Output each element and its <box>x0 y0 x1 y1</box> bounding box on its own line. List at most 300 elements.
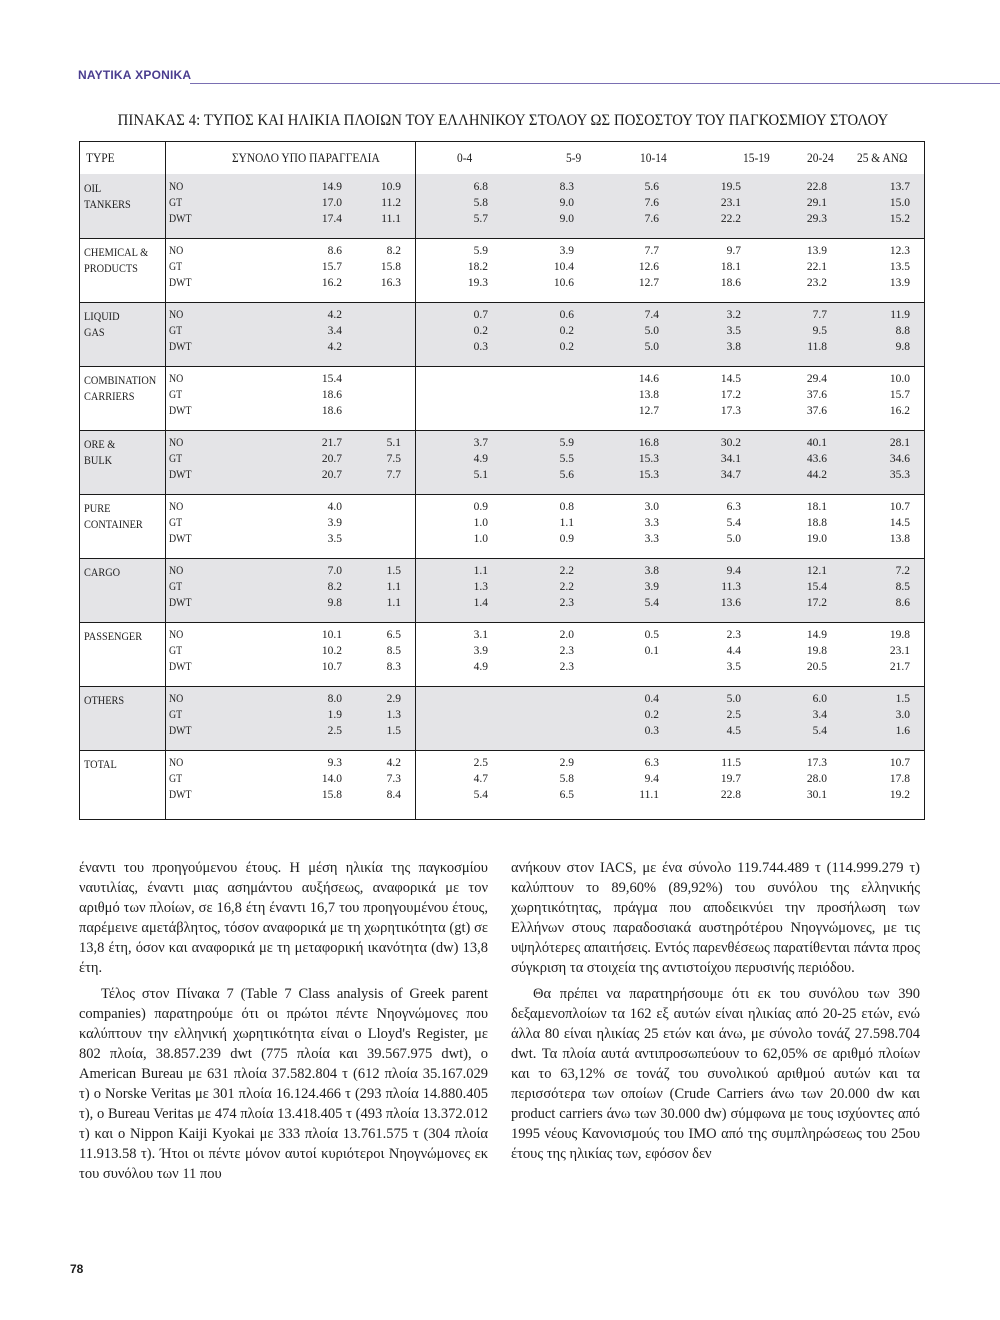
table-cell: 3.3 <box>644 517 659 529</box>
table-cell <box>615 659 659 675</box>
table-group <box>80 430 924 494</box>
table-cell: 8.0 <box>327 693 342 705</box>
table-cell: 3.9 <box>644 581 659 593</box>
table-cell: 1.1 <box>559 517 574 529</box>
value-column <box>783 371 827 419</box>
table-cell: 20.7 <box>321 469 342 481</box>
table-cell: 3.8 <box>644 565 659 577</box>
table-cell: 30.1 <box>806 789 827 801</box>
table-cell: 5.0 <box>644 341 659 353</box>
value-column <box>615 627 659 675</box>
table-cell: 34.1 <box>720 453 741 465</box>
paragraph: έναντι του προηγούμενου έτους. Η μέση ηλικία της παγκοσμίου ναυτιλίας, έναντι μιας ασημάντου αυξήσεως, αναφορικά με τον αριθμό των πλοίων, σε 16,8 έτη έναντι 16,7 του προηγουμένου έτους, παρέμεινε αμετάβλητος, τόσον αναφορικά με τη χωρητικότητα (gt) σε 13,8 έτη, όσον και αναφορικά με τη μεταφορική ικανότητα (dw) 13,8 έτη. <box>79 860 488 976</box>
group-separator <box>80 750 924 751</box>
table-cell: 7.7 <box>386 469 401 481</box>
table-cell: 2.3 <box>559 645 574 657</box>
table-cell: 3.9 <box>473 645 488 657</box>
metric-label: DWT <box>169 341 192 353</box>
metric-labels <box>169 755 192 803</box>
value-column <box>530 179 574 227</box>
table-cell: 21.7 <box>321 437 342 449</box>
value-column <box>783 691 827 739</box>
page-number: 78 <box>70 1262 84 1276</box>
table-cell: 8.3 <box>386 661 401 673</box>
table-cell: 8.6 <box>895 597 910 609</box>
table-cell: 1.6 <box>895 725 910 737</box>
table-cell: 3.5 <box>726 325 741 337</box>
metric-labels <box>169 307 192 355</box>
table-cell: 1.1 <box>386 597 401 609</box>
table-cell: 18.2 <box>467 261 488 273</box>
table-cell: 14.5 <box>720 373 741 385</box>
table-cell: 19.8 <box>806 645 827 657</box>
table-cell: 34.6 <box>889 453 910 465</box>
table-cell: 10.7 <box>321 661 342 673</box>
ship-type-label: OTHERS <box>84 693 125 707</box>
paragraph: ανήκουν στον IACS, με ένα σύνολο 119.744.489 τ (114.999.279 τ) καλύπτουν το 89,60% (89,92%) του συνόλου της ελληνικής χωρητικότητας, πράγμα που αποδεικνύει την προσήλωση των Ελλήνων στους παραδοσιακά αυστηρότέρου Νηογνώμονες, με τις υψηλότερες απαιτήσεις. Εντός παρενθέσεως παρατίθενται πάντα προς σύγκριση τα στοιχεία της αντιστοίχου περυσινής περιόδου. <box>511 860 920 976</box>
metric-label: NO <box>169 501 184 513</box>
table-cell: 5.4 <box>812 725 827 737</box>
table-cell: 6.5 <box>386 629 401 641</box>
value-column <box>783 499 827 547</box>
table-cell: 3.0 <box>644 501 659 513</box>
header-age-25-plus: 25 & ΑΝΩ <box>857 150 908 165</box>
table-cell: 22.8 <box>720 789 741 801</box>
table-cell: 15.8 <box>321 789 342 801</box>
table-cell: 0.5 <box>644 629 659 641</box>
table-cell: 0.3 <box>473 341 488 353</box>
value-column <box>697 243 741 291</box>
table-cell <box>357 387 401 403</box>
table-cell: 44.2 <box>806 469 827 481</box>
metric-label: GT <box>169 197 183 209</box>
table-cell: 15.4 <box>806 581 827 593</box>
table-cell <box>444 387 488 403</box>
table-cell: 14.9 <box>806 629 827 641</box>
table-cell <box>530 387 574 403</box>
table-cell: 15.3 <box>638 469 659 481</box>
table-cell: 15.7 <box>321 261 342 273</box>
table-cell: 6.3 <box>726 501 741 513</box>
table-cell: 5.8 <box>473 197 488 209</box>
table-cell: 23.2 <box>806 277 827 289</box>
table-cell: 17.4 <box>321 213 342 225</box>
table-group <box>80 366 924 430</box>
metric-label: NO <box>169 373 184 385</box>
table-cell: 4.5 <box>726 725 741 737</box>
table-cell: 17.2 <box>806 597 827 609</box>
paragraph: Θα πρέπει να παρατηρήσουμε ότι εκ του συνόλου των 390 δεξαμενοπλοίων τα 162 εξ αυτών είναι ηλικίας από 20-25 ετών, ενώ άλλα 80 είναι ηλικίας 25 ετών και άνω, με σύνολο τονάζ 27.598.704 dwt. Τα πλοία αυτά αντιπροσωπεύουν το 62,05% σε αριθμό πλοίων και το 63,12% σε τονάζ του συνολικού αριθμού αυτών και τα περισσότερα των οποίων (Crude Carriers άνω των 20.000 dw και product carriers άνω των 30.000 dw) σύμφωνα με τους ισχύοντες από 1995 νέους Κανονισμούς του ΙΜΟ από της συμπληρώσεως του 25ου έτους της ηλικίας των, εφόσον δεν <box>511 986 920 1162</box>
table-cell: 0.2 <box>559 341 574 353</box>
table-cell: 5.0 <box>644 325 659 337</box>
metric-labels <box>169 627 192 675</box>
table-header-row <box>80 142 924 175</box>
table-cell: 6.8 <box>473 181 488 193</box>
table-cell: 0.9 <box>473 501 488 513</box>
table-cell: 2.5 <box>473 757 488 769</box>
table-cell: 8.4 <box>386 789 401 801</box>
table-cell: 2.9 <box>559 757 574 769</box>
table-cell: 8.5 <box>386 645 401 657</box>
metric-labels <box>169 435 192 483</box>
table-cell: 12.7 <box>638 405 659 417</box>
table-cell: 14.9 <box>321 181 342 193</box>
order-divider <box>415 142 416 819</box>
table-cell: 1.0 <box>473 533 488 545</box>
table-cell: 3.5 <box>327 533 342 545</box>
table-cell: 0.7 <box>473 309 488 321</box>
value-column <box>697 499 741 547</box>
value-column <box>697 371 741 419</box>
table-cell: 13.5 <box>889 261 910 273</box>
table-cell: 13.7 <box>889 181 910 193</box>
table-cell <box>357 307 401 323</box>
table-cell: 5.8 <box>559 773 574 785</box>
table-cell: 4.2 <box>327 341 342 353</box>
table-cell: 0.8 <box>559 501 574 513</box>
value-column <box>357 435 401 483</box>
value-column <box>783 307 827 355</box>
table-cell: 14.0 <box>321 773 342 785</box>
value-column <box>530 755 574 803</box>
value-column <box>444 307 488 355</box>
table-cell: 4.0 <box>327 501 342 513</box>
table-cell: 3.3 <box>644 533 659 545</box>
value-column <box>866 755 910 803</box>
table-group <box>80 238 924 302</box>
table-cell <box>357 403 401 419</box>
header-rule <box>190 83 1000 84</box>
table-group <box>80 750 924 814</box>
table-cell: 13.6 <box>720 597 741 609</box>
group-separator <box>80 494 924 495</box>
table-cell: 7.6 <box>644 213 659 225</box>
table-cell: 30.2 <box>720 437 741 449</box>
value-column <box>615 499 659 547</box>
ship-type-label: CARGO <box>84 565 121 579</box>
table-cell: 15.7 <box>889 389 910 401</box>
value-column <box>444 243 488 291</box>
table-cell: 0.3 <box>644 725 659 737</box>
table-cell <box>444 723 488 739</box>
value-column <box>783 563 827 611</box>
table-cell: 16.8 <box>638 437 659 449</box>
table-cell: 35.3 <box>889 469 910 481</box>
value-column <box>298 499 342 547</box>
table-cell: 7.4 <box>644 309 659 321</box>
table-cell <box>530 403 574 419</box>
table-cell: 4.9 <box>473 453 488 465</box>
metric-labels <box>169 243 192 291</box>
value-column <box>357 371 401 419</box>
metric-label: NO <box>169 693 184 705</box>
table-cell: 14.6 <box>638 373 659 385</box>
table-cell: 28.1 <box>889 437 910 449</box>
table-cell <box>357 339 401 355</box>
table-cell: 28.0 <box>806 773 827 785</box>
table-cell: 5.4 <box>644 597 659 609</box>
table-cell: 1.5 <box>895 693 910 705</box>
body-column-right <box>511 858 920 1170</box>
table-cell: 8.3 <box>559 181 574 193</box>
table-cell: 20.5 <box>806 661 827 673</box>
table-cell: 17.8 <box>889 773 910 785</box>
table-cell: 1.0 <box>473 517 488 529</box>
table-cell: 1.4 <box>473 597 488 609</box>
value-column <box>697 435 741 483</box>
table-cell: 12.7 <box>638 277 659 289</box>
header-age-10-14: 10-14 <box>640 150 667 165</box>
value-column <box>866 627 910 675</box>
table-cell: 13.9 <box>806 245 827 257</box>
table-group <box>80 622 924 686</box>
table-cell: 37.6 <box>806 405 827 417</box>
table-cell: 13.8 <box>638 389 659 401</box>
table-cell: 18.6 <box>321 405 342 417</box>
section-header: ΝΑΥΤΙΚΑ ΧΡΟΝΙΚΑ <box>78 68 192 82</box>
table-cell: 5.6 <box>644 181 659 193</box>
value-column <box>615 179 659 227</box>
ship-type-label: CHEMICAL & PRODUCTS <box>84 245 149 275</box>
table-cell <box>357 515 401 531</box>
table-cell: 3.0 <box>895 709 910 721</box>
table-cell <box>357 531 401 547</box>
value-column <box>697 755 741 803</box>
table-cell: 18.6 <box>720 277 741 289</box>
table-cell: 9.8 <box>327 597 342 609</box>
table-cell: 3.9 <box>559 245 574 257</box>
table-cell <box>530 723 574 739</box>
table-cell: 12.6 <box>638 261 659 273</box>
data-table <box>79 141 925 820</box>
value-column <box>783 627 827 675</box>
table-cell: 10.0 <box>889 373 910 385</box>
value-column <box>615 435 659 483</box>
table-cell: 15.8 <box>380 261 401 273</box>
value-column <box>615 755 659 803</box>
table-cell: 10.9 <box>380 181 401 193</box>
ship-type-label: COMBINATION CARRIERS <box>84 373 157 403</box>
value-column <box>783 179 827 227</box>
value-column <box>530 563 574 611</box>
table-cell: 22.1 <box>806 261 827 273</box>
table-cell: 11.8 <box>807 341 827 353</box>
table-cell <box>357 371 401 387</box>
table-cell: 2.0 <box>559 629 574 641</box>
table-cell: 5.9 <box>559 437 574 449</box>
metric-label: DWT <box>169 789 192 801</box>
value-column <box>697 307 741 355</box>
table-cell: 1.3 <box>473 581 488 593</box>
table-cell: 1.5 <box>386 725 401 737</box>
table-cell: 7.2 <box>895 565 910 577</box>
table-cell: 19.5 <box>720 181 741 193</box>
table-cell: 7.6 <box>644 197 659 209</box>
table-cell: 11.1 <box>381 213 401 225</box>
table-cell: 5.5 <box>559 453 574 465</box>
value-column <box>298 307 342 355</box>
value-column <box>530 499 574 547</box>
table-cell: 5.4 <box>726 517 741 529</box>
table-cell: 1.1 <box>473 565 488 577</box>
value-column <box>444 563 488 611</box>
table-cell: 3.8 <box>726 341 741 353</box>
group-separator <box>80 302 924 303</box>
value-column <box>615 243 659 291</box>
metric-label: DWT <box>169 469 192 481</box>
table-cell: 5.1 <box>473 469 488 481</box>
metric-label: DWT <box>169 405 192 417</box>
table-group <box>80 174 924 238</box>
table-cell: 3.5 <box>726 661 741 673</box>
group-separator <box>80 238 924 239</box>
metric-label: NO <box>169 181 184 193</box>
table-cell: 11.5 <box>721 757 741 769</box>
table-cell: 3.1 <box>473 629 488 641</box>
value-column <box>866 307 910 355</box>
table-cell: 11.9 <box>890 309 910 321</box>
value-column <box>444 371 488 419</box>
metric-label: GT <box>169 325 183 337</box>
table-cell: 16.2 <box>321 277 342 289</box>
value-column <box>357 243 401 291</box>
value-column <box>444 691 488 739</box>
table-cell: 2.3 <box>559 597 574 609</box>
table-cell: 20.7 <box>321 453 342 465</box>
table-cell: 2.3 <box>726 629 741 641</box>
value-column <box>615 307 659 355</box>
table-cell <box>530 691 574 707</box>
table-cell: 0.2 <box>644 709 659 721</box>
group-separator <box>80 366 924 367</box>
metric-label: NO <box>169 309 184 321</box>
table-cell: 14.5 <box>889 517 910 529</box>
table-cell <box>357 499 401 515</box>
metric-label: GT <box>169 517 183 529</box>
table-cell: 18.1 <box>720 261 741 273</box>
table-cell: 1.1 <box>386 581 401 593</box>
table-cell: 22.8 <box>806 181 827 193</box>
value-column <box>298 563 342 611</box>
table-cell: 21.7 <box>889 661 910 673</box>
metric-label: DWT <box>169 213 192 225</box>
metric-label: DWT <box>169 725 192 737</box>
table-cell: 6.0 <box>812 693 827 705</box>
metric-labels <box>169 371 192 419</box>
table-cell: 23.1 <box>889 645 910 657</box>
table-cell: 34.7 <box>720 469 741 481</box>
table-cell: 6.3 <box>644 757 659 769</box>
table-group <box>80 686 924 750</box>
table-cell: 3.4 <box>327 325 342 337</box>
group-separator <box>80 622 924 623</box>
value-column <box>298 755 342 803</box>
table-cell: 40.1 <box>806 437 827 449</box>
header-age-20-24: 20-24 <box>807 150 834 165</box>
value-column <box>697 627 741 675</box>
table-cell: 8.8 <box>895 325 910 337</box>
value-column <box>783 755 827 803</box>
table-cell: 1.9 <box>327 709 342 721</box>
header-age-15-19: 15-19 <box>743 150 770 165</box>
value-column <box>615 371 659 419</box>
table-cell: 19.0 <box>806 533 827 545</box>
value-column <box>444 179 488 227</box>
table-cell: 10.2 <box>321 645 342 657</box>
paragraph: Τέλος στον Πίνακα 7 (Table 7 Class analysis of Greek parent companies) παρατηρούμε ότι οι πρώτοι πέντε Νηογνώμονες που καλύπτουν την ελληνική χωρητικότητα είναι ο Lloyd's Register, με 802 πλοία, 38.857.239 dwt (775 πλοία και 39.567.975 dwt), ο American Bureau με 631 πλοία 37.582.804 τ (612 πλοία 35.167.029 τ) ο Norske Veritas με 301 πλοία 16.124.466 τ (293 πλοία 14.880.405 τ), ο Bureau Veritas με 474 πλοία 13.418.405 τ (493 πλοία 13.372.012 τ) και ο Nippon Kaiji Kyokai με 333 πλοία 13.761.575 τ (304 πλοία 11.913.58 τ). Ήτοι οι πέντε μόνον αυτοί κυριότεροι Νηογνώμονες εκ του συνόλου των 11 που <box>79 986 488 1182</box>
metric-label: DWT <box>169 277 192 289</box>
table-cell: 2.5 <box>327 725 342 737</box>
table-cell: 7.0 <box>327 565 342 577</box>
table-cell: 11.2 <box>381 197 401 209</box>
value-column <box>298 627 342 675</box>
type-divider <box>165 142 166 819</box>
table-cell: 3.4 <box>812 709 827 721</box>
value-column <box>530 435 574 483</box>
value-column <box>530 627 574 675</box>
table-cell: 17.3 <box>720 405 741 417</box>
value-column <box>697 691 741 739</box>
table-cell: 0.1 <box>644 645 659 657</box>
value-column <box>866 499 910 547</box>
table-cell: 15.0 <box>889 197 910 209</box>
table-cell: 16.3 <box>380 277 401 289</box>
table-cell: 10.7 <box>889 757 910 769</box>
table-cell: 2.5 <box>726 709 741 721</box>
value-column <box>866 691 910 739</box>
metric-label: DWT <box>169 533 192 545</box>
table-cell: 5.0 <box>726 693 741 705</box>
table-cell: 9.3 <box>327 757 342 769</box>
value-column <box>866 563 910 611</box>
table-cell: 0.6 <box>559 309 574 321</box>
ship-type-label: OIL TANKERS <box>84 181 131 211</box>
table-cell: 43.6 <box>806 453 827 465</box>
value-column <box>530 243 574 291</box>
table-cell: 8.6 <box>327 245 342 257</box>
table-cell: 9.7 <box>726 245 741 257</box>
header-age-5-9: 5-9 <box>566 150 582 165</box>
table-cell: 5.7 <box>473 213 488 225</box>
value-column <box>530 691 574 739</box>
table-cell <box>444 371 488 387</box>
table-group <box>80 302 924 366</box>
table-cell: 15.2 <box>889 213 910 225</box>
value-column <box>357 627 401 675</box>
value-column <box>357 179 401 227</box>
table-cell: 23.1 <box>720 197 741 209</box>
table-cell: 22.2 <box>720 213 741 225</box>
table-group <box>80 558 924 622</box>
table-cell: 0.2 <box>473 325 488 337</box>
table-cell: 18.6 <box>321 389 342 401</box>
table-cell: 9.4 <box>726 565 741 577</box>
value-column <box>530 371 574 419</box>
table-cell: 5.4 <box>473 789 488 801</box>
metric-labels <box>169 499 192 547</box>
table-cell: 17.3 <box>806 757 827 769</box>
table-cell: 7.7 <box>812 309 827 321</box>
table-cell: 29.4 <box>806 373 827 385</box>
value-column <box>298 371 342 419</box>
header-total-on-order: ΣΥΝΟΛΟ ΥΠΟ ΠΑΡΑΓΓΕΛΙΑ <box>232 150 380 165</box>
value-column <box>783 243 827 291</box>
table-cell: 4.4 <box>726 645 741 657</box>
table-cell: 10.1 <box>321 629 342 641</box>
table-cell: 10.4 <box>553 261 574 273</box>
table-cell: 8.2 <box>327 581 342 593</box>
table-cell: 37.6 <box>806 389 827 401</box>
